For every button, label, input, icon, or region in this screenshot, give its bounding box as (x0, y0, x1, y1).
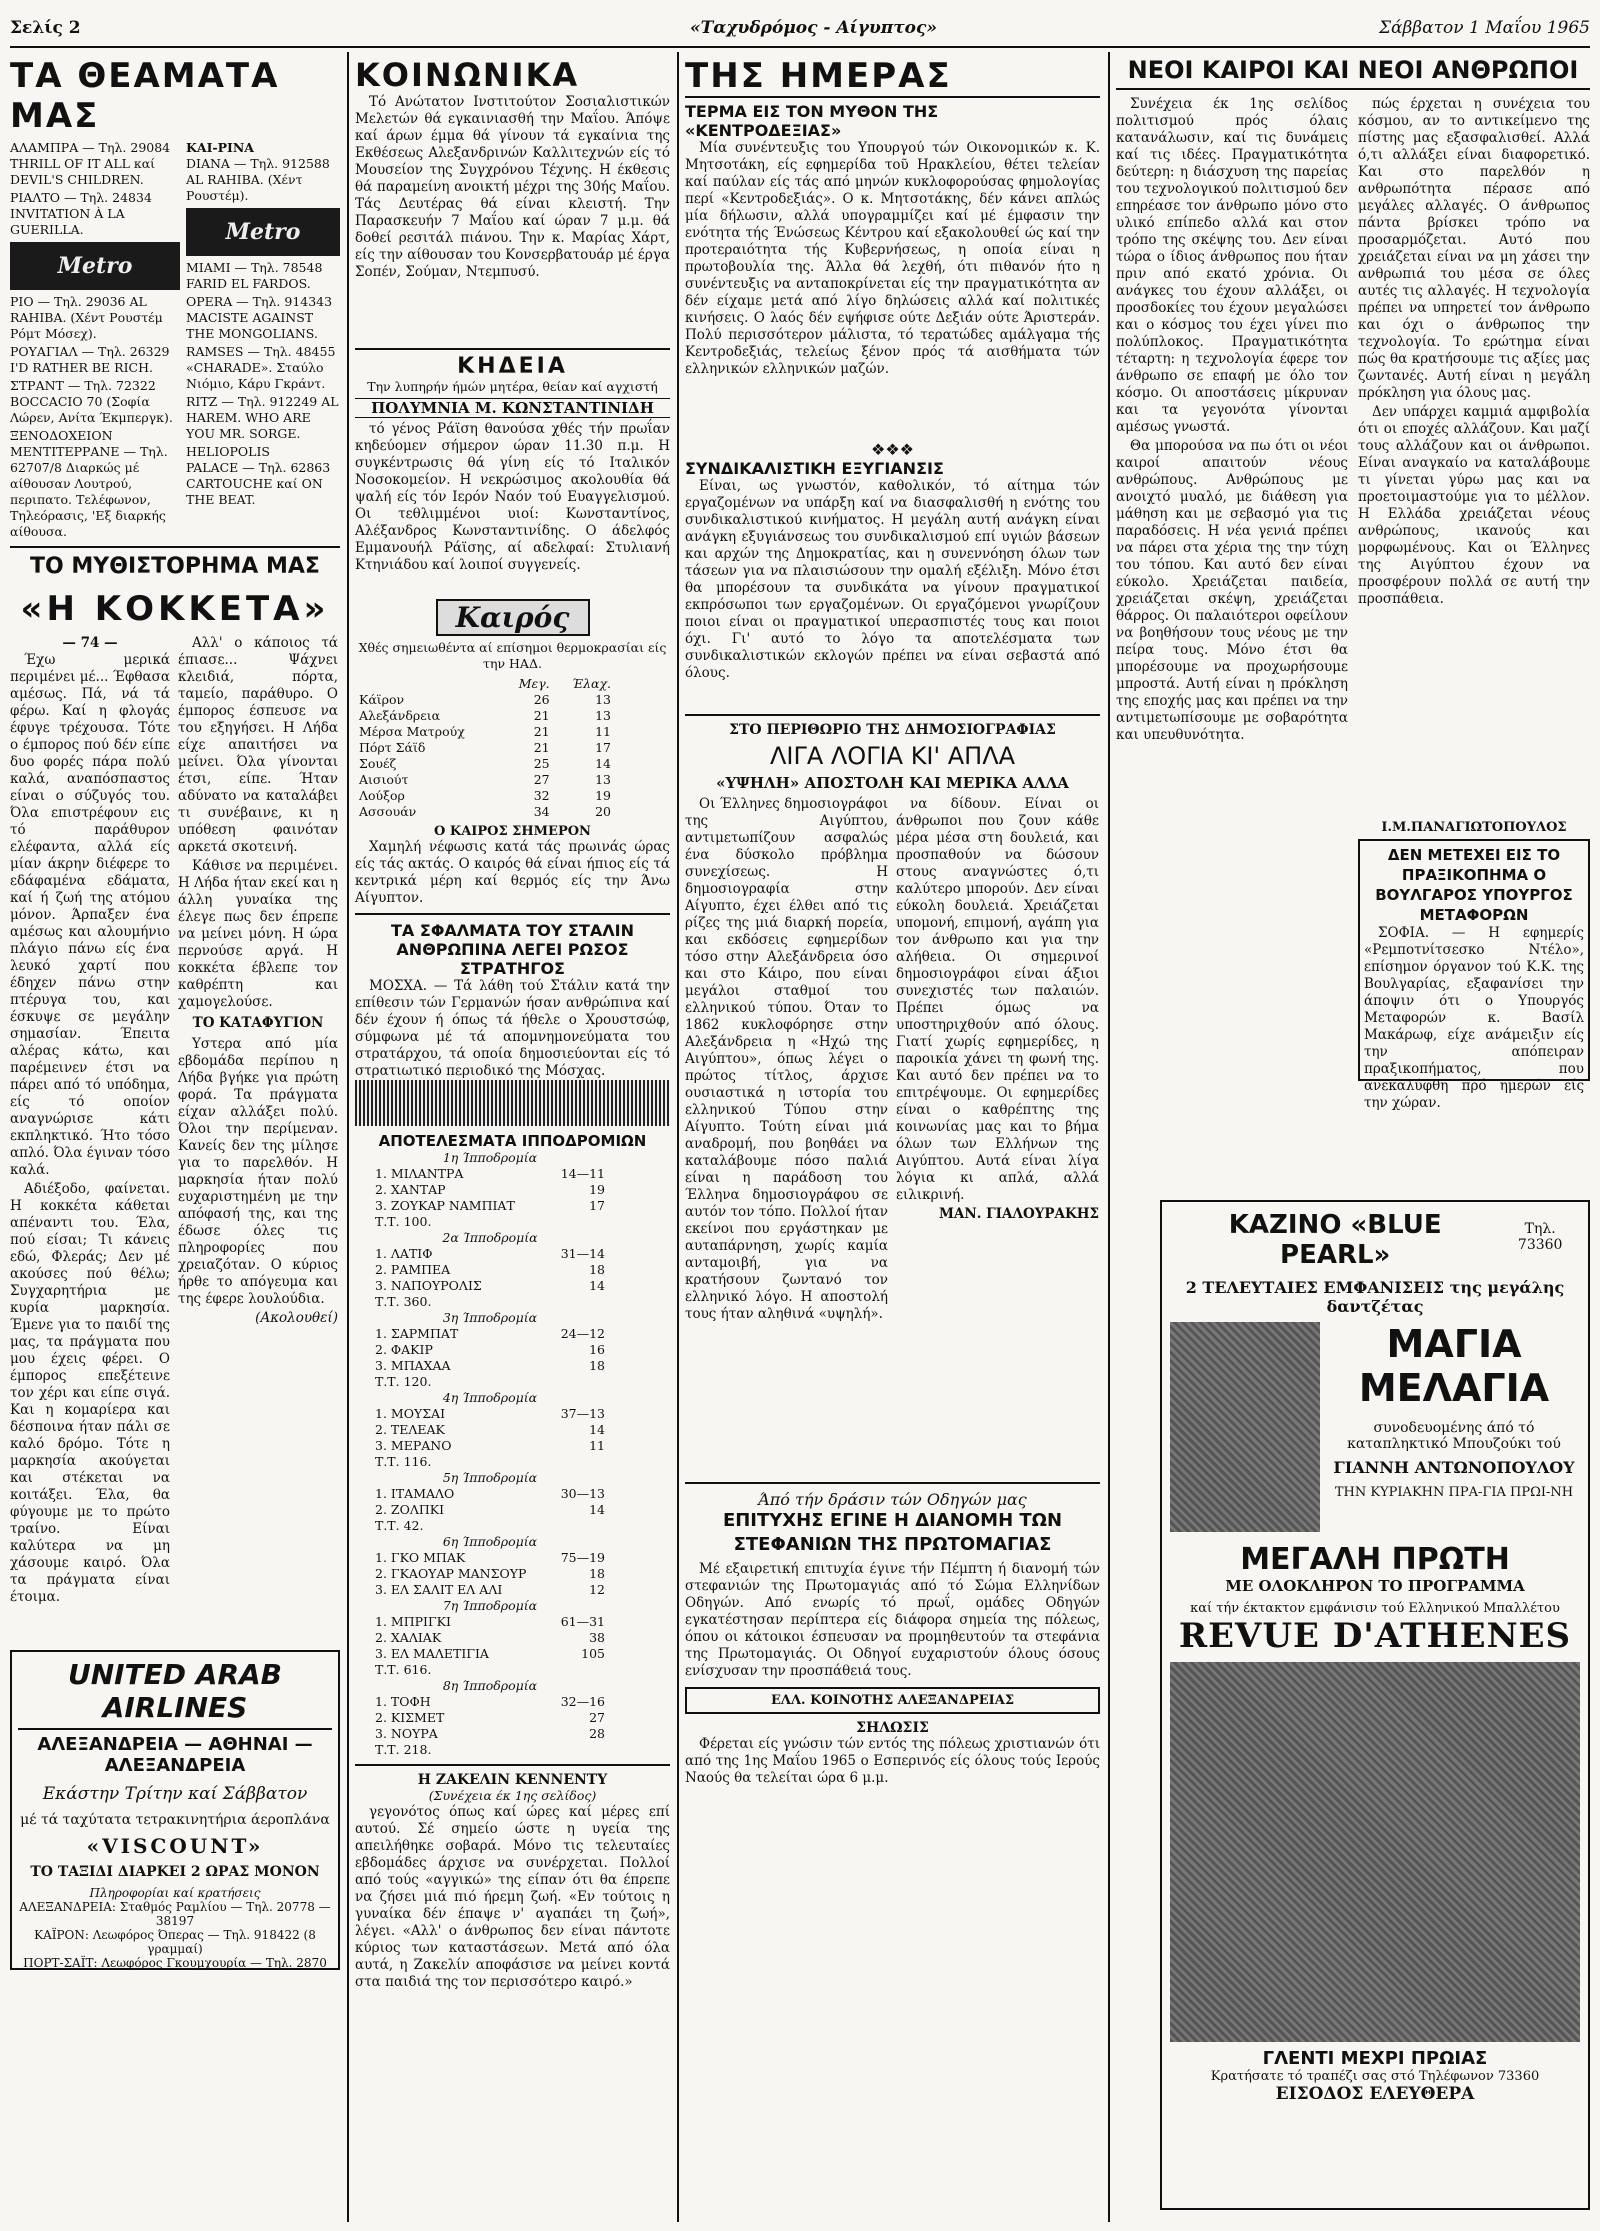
dancers-photo (1170, 1662, 1580, 2042)
author: Ι.Μ.ΠΑΝΑΓΙΩΤΟΠΟΥΛΟΣ (1381, 820, 1567, 835)
race-heading: 4η Ίπποδρομία (442, 1390, 538, 1405)
horse-name: Τ.Τ. 360. (375, 1294, 432, 1309)
weather-today (355, 839, 670, 907)
novel-title: «Η ΚΟΚΚΕΤΑ» (20, 589, 330, 629)
weather-temp: 20 (595, 804, 611, 819)
race-payout: 105 (581, 1646, 605, 1661)
novel-text: Έχω μερικά περιμένει μέ... Έφθασα αμέσως. Πά, νά τά φέρω. Καί η φλογάς έφυγε τρέχουσα. Τότε ο έμπορος πού δέν είπε δυο φορές πάρα πολύ καλά, αναπόσπαστος είναι ο σύζυγός του. Όλα επιστρέφουν εις τό παράθυρον ελέφαντα, αλλά είς μίαν άκρην διέφερε το εδάφαμένα εδάματα, καί ή ζωή της ατόμου μόνον. Άρπαξεν ένα αμέσως και αλουμήνιο πλάγιο πάνω είς ένα λευκό χαρτί που έδηχεν πάνω στην πτέρυγα του, και έσκυψε σε μεγάλην σημασίαν. Έπειτα αλέρας κάτω, και παρέμεινεν έτσι να πάρει από τό υπόδημα, είς τό οποίον αναγνώρισε κάτι εκπληκτικό. Ήτο τόσο απλό. Όλα έγιναν τόσο καλά. (10, 652, 170, 1178)
horse-name: 1. ΤΟΦΗ (375, 1694, 431, 1709)
race-heading: 7η Ίπποδρομία (442, 1598, 538, 1613)
cinema-list-left (10, 140, 180, 540)
paper-name: «Ταχυδρόμος - Αίγυπτος» (690, 18, 937, 38)
bulgaria-paragraph: ΣΟΦΙΑ. — Η εφημερίς «Ρεμποτνίτσεσκο Ντέλο», επίσημον όργανον τού Κ.Κ. της Βουλγαρίας, εξαφανίσει την άποψιν ότι ο Υπουργός Μεταφορών κ. Βασίλ Μακάρωφ, είχε ανάμειξιν είς την απόπειραν πραξικοπήματος, που ανεκαλύφθη πρό ημερών είς την χώραν. (1364, 925, 1584, 1111)
cinema-listing: RAMSES — Τηλ. 48455 «CHARADE». Σταύλο Νιόμιο, Κάρυ Γκράντ. (186, 344, 336, 391)
margin-text-b (896, 796, 1099, 1476)
weather-city: Πόρτ Σάϊδ (359, 740, 426, 755)
weather-table (355, 676, 615, 820)
weather-temp: 34 (533, 804, 550, 819)
kennedy-text (355, 1804, 670, 2054)
horse-name: 2. ΧΑΝΤΑΡ (375, 1182, 446, 1197)
new-times-paragraph: Θα μπορούσα να πω ότι οι νέοι καιροί απαιτούν νέους ανθρώπους. Ανθρώπους με ανοιχτό μυαλό, με διάθεση για μάθηση και με σεβασμό για τις παραδόσεις. Η νέα γενιά πρέπει να πάρει στα χέρια της την τύχη του τόπου. Και αυτό δεν είναι εύκολο. Χρειάζεται παιδεία, χρειάζεται σκέψη, χρειάζεται θάρρος. Οι παλαιότεροι οφείλουν να βοηθήσουν τους νέους με την πείρα τους. Μόνο έτσι θα μπορέσουμε να προχωρήσουμε μπροστά. Αυτή είναι η πρόκληση της εποχής μας και πρέπει να την αντιμετωπίσουμε με σοβαρότητα και υπευθυνότητα. (1116, 438, 1348, 743)
race-heading: 6η Ίπποδρομία (442, 1534, 538, 1549)
novel-text: Αδιέξοδο, φαίνεται. Η κοκκέτα κάθεται απέναντι του. Έλα, πού είσαι; Τι κάνεις εδώ, Φλεράς; Δεν μέ ακούσες πού θέλω; Συγχαρητήρια με κυρία μαρκησία. Έμενε για το παιδί της μας, τα πράγματα που μου έχεις φέρει. Ο έμπορος επεξέτεινε τον χέρι και είπε σιγά. Και η κομαρίερα και δέσποινα ήταν πάλι σε καλό δρόμο. Τότε η μαρκησία ακούγεται και στέκεται να κοιτάξει. Έλα, θα φύγουμε με το πρώτο τραίνο. Είναι καλύτερα να μη χάσουμε καιρό. Όλα τα πράγματα είναι έτοιμα. (10, 1181, 170, 1605)
weather-city: Λούξορ (359, 788, 405, 803)
margin-subtitle: ΛΙΓΑ ΛΟΓΙΑ ΚΙ' ΑΠΛΑ (769, 742, 1016, 770)
horse-name: 3. ΕΛ ΣΑΛΙΤ ΕΛ ΑΛΙ (375, 1582, 503, 1597)
new-times-paragraph: Συνέχεια έκ 1ης σελίδος πολιτισμού πρός όλαις κατανάλωσιν, καί τις δυνάμεις καί τις ιδέες. Πραγματικότητα δεύτερη: η διάσχυση της παρείας του τεχνολογικού πολιτισμού δεν επηρέασε τον άνθρωπο μόνο στο υλικό επίπεδο αλλά και στον τρόπο της σκέψης του. Δεν είναι τώρα ο ίδιος άνθρωπος που ήταν πριν από εκατό χρόνια. Οι ανάγκες του έχουν αλλάξει, οι προσδοκίες του έχουν μεγαλώσει και ο κόσμος του έχει γίνει πιο πολύπλοκος. Πραγματικότητα τέταρτη: η τεχνολογία έφερε τον άνθρωπο σε επαφή με όλο τον κόσμο. Οι αποστάσεις μίκρυναν και τα γεγονότα γίνονται αμέσως γνωστά. (1116, 96, 1348, 435)
notice-text (685, 1736, 1100, 1787)
hotel-listing: ΞΕΝΟΔΟΧΕΙΟΝ ΜΕΝΤΙΤΕΡΡΑΝΕ — Τηλ. 62707/8 Διαρκώς μέ αίθουσαν Λουτρού, περιπατο. Τελέφωνον, Τηλεόρασις, 'Εξ διαρκής αίθουσα. (10, 428, 168, 539)
horse-name: 1. ΛΑΤΙΦ (375, 1246, 433, 1261)
new-times-text-a (1116, 96, 1348, 1146)
horse-name: Τ.Τ. 120. (375, 1374, 432, 1389)
stalin-text (355, 978, 670, 1079)
race-result (375, 1630, 605, 1646)
races-title: ΑΠΟΤΕΛΕΣΜΑΤΑ ΙΠΠΟΔΡΟΜΙΩΝ (378, 1132, 647, 1150)
column-1 (10, 56, 340, 1635)
cinema-listing: ΑΛΑΜΠΡΑ — Τηλ. 29084 THRILL OF IT ALL καί DEVIL'S CHILDREN. (10, 140, 171, 187)
horse-name: 3. ΖΟΥΚΑΡ ΝΑΜΠΙΑΤ (375, 1198, 515, 1213)
new-times-title: ΝΕΟΙ ΚΑΙΡΟΙ ΚΑΙ ΝΕΟΙ ΑΝΘΡΩΠΟΙ (1116, 56, 1590, 90)
kazino-musician: ΓΙΑΝΝΗ ΑΝΤΩΝΟΠΟΥΛΟΥ (1333, 1458, 1575, 1477)
new-times-paragraph: πώς έρχεται η συνέχεια του κόσμου, αν το αντικείμενο της πίστης μας εξασφαλισθεί. Αλλά ό,τι αλλάξει είναι διαφορετικό. Και στο παρελθόν η ανθρωπότητα πέρασε από μεγάλες αλλαγές. Ο άνθρωπος πάντα βρίσκει τρόπο να προσαρμόζεται. Αυτό που χρειάζεται είναι να μη χάσει την ανθρωπιά του μέσα σε όλες αυτές τις αλλαγές. Η τεχνολογία πρέπει να υπηρετεί τον άνθρωπο και όχι ο άνθρωπος την τεχνολογία. Το ερώτημα είναι πώς θα κρατήσουμε τις αξίες μας ζωντανές. Αυτή είναι η μεγάλη πρόκληση για όλους μας. (1358, 96, 1590, 401)
race-result (375, 1342, 605, 1358)
race-payout: 24—12 (560, 1326, 605, 1341)
race-payout: 18 (589, 1358, 605, 1373)
horse-name: 1. ΙΤΑΜΑΛΟ (375, 1486, 455, 1501)
chapter-title: ΤΟ ΚΑΤΑΦΥΓΙΟΝ (192, 1015, 324, 1031)
race-payout: 28 (589, 1726, 605, 1741)
race-heading: 1η Ίπποδρομία (442, 1150, 538, 1165)
race-payout: 75—19 (560, 1550, 605, 1565)
race-result (375, 1278, 605, 1294)
racing-banner (355, 1080, 670, 1126)
horse-name: 2. ΓΚΑΟΥΑΡ ΜΑΝΣΟΥΡ (375, 1566, 527, 1581)
weather-city: Αισιούτ (359, 772, 409, 787)
column-rule (347, 52, 349, 2222)
kazino-phone: Τηλ. 73360 (1517, 1221, 1563, 1253)
cinema-listing: OPERA — Τηλ. 914343 MACISTE AGAINST THE MONGOLIANS. (186, 294, 333, 341)
column-3: ΤΗΣ ΗΜΕΡΑΣ ΤΕΡΜΑ ΕΙΣ ΤΟΝ ΜΥΘΟΝ ΤΗΣ «ΚΕΝΤΡΟΔΕΞΙΑΣ» Μία συνέντευξις του Υπουργού τών Οικονομικών κ. Κ. Μητσοτάκη, είς εφημερίδα τοῦ Ηρακλείου, θέτει τελείαν καί παύλαν είς τάς από μηνών κυκλοφορούσας φημολογίας περί «Κεντροδεξιάς». Ο κ. Μητσοτάκης, δέν κάνει απλώς μία δήλωσιν, αλλά υπογραμμίζει καί μέ έμφασιν την ενότητα τής Ένώσεως Κέντρου καί εξακολουθεί ώς καί την προτεραιότητα τής Κυβερνήσεως, η οποία είναι η πρωτοβουλία της. Άλλα θά λεχθή, ότι πιθανόν ήτο η συνέντευξις να ανταποκρίνεται είς την πραγματικότητα αν δέν είχαμε μετά από λίγο δηλώσεις αλλά καί πολιτικές κινήσεις. Ο λαός δέν εψήφισε ούτε Δεξιάν ούτε Άριστεράν. Πολύ περισσότερον μάλιστα, τό τερατώδες αμάλγαμα τής Κεντροδεξιάς, τελείως ξένον πρός τά αισθήματα τών ελληνικών ελληνικών μαζών. ❖❖❖ ΣΥΝΔΙΚΑΛΙΣΤΙΚΗ ΕΞΥΓΙΑΝΣΙΣ Είναι, ως γνωστόν, καθολικόν, τό αίτημα τών εργαζομένων να υπάρξη καί να διασφαλισθή η ενότης του συνδικαλιστικού κινήματος. Η μεγάλη αυτή ανάγκη είναι ανάγκη εξυγιάνσεως του συνδικαλισμού επί υγιών βάσεων και αρχών της Δημοκρατίας, και η συνεννόηση όλων των τάσεων για να πλαισιώσουν την ομαλή εξέλιξη. Μόνο έτσι θα μπορέσουν τα συνδικάτα να γίνουν πραγματικοί εκπρόσωποι των εργαζομένων. Οι εργαζόμενοι γνωρίζουν ποιοι είναι οι πραγματικοί υπερασπιστές τους και ποιοι όχι. Γι' αυτό το λόγο τα αποτελέσματα των συνδικαλιστικών εκλογών πρέπει να είναι σεβαστά από όλους. ΣΤΟ ΠΕΡΙΘΩΡΙΟ ΤΗΣ ΔΗΜΟΣΙΟΓΡΑΦΙΑΣ ΛΙΓΑ ΛΟΓΙΑ ΚΙ' ΑΠΛΑ «ΥΨΗΛΗ» ΑΠΟΣΤΟΛΗ ΚΑΙ ΜΕΡΙΚΑ ΑΛΛΑ Οι Έλληνες δημοσιογράφοι της Αιγύπτου, αντιμετωπίζουν ασφαλώς ένα δύσκολο πρόβλημα συνεχίσεως. Η δημοσιογραφία στην Αίγυπτο, έχει έλθει από τις ρίζες της μιά διαρκή πορεία, και εκδόσεις εφημερίδων τόσο στην Αλεξάνδρεια όσο και στο Κάιρο, που είναι μεγάλοι σταθμοί του ελληνικού τύπου. Όταν το 1862 κυκλοφόρησε στην Αλεξάνδρεια η «Ηχώ της Αιγύπτου», όπως λέγει ο πρώτος τίτλος, άρχισε ουσιαστικά η ιστορία του ελληνικού Τύπου στην Αίγυπτο. Τούτη είναι μιά αναδρομή, που βοηθάει να καταλάβουμε πόσο παλιά είναι η παράδοση του Έλληνα δημοσιογράφου σε αυτόν τον τόπο. Πολλοί ήταν εκείνοι που εργάστηκαν με αυταπάρνηση, χωρίς καμία ανταμοιβή, για να κρατήσουν ζωντανό τον ελληνικό λόγο. Η αποστολή τους ήταν αληθινά «υψηλή». να δίδουν. Είναι οι άνθρωποι που ζουν κάθε μέρα μέσα στη δουλειά, και προσπαθούν να δώσουν στους αναγνώστες ό,τι καλύτερο μπορούν. Δεν είναι εύκολη δουλειά. Χρειάζεται υπομονή, επιμονή, αγάπη για τον άνθρωπο και για την αλήθεια. Οι σημερινοί δημοσιογράφοι είναι άξιοι συνεχιστές των παλαιών. Πρέπει όμως να υποστηριχθούν από όλους. Γιατί χωρίς εφημερίδες, η παροικία χάνει τη φωνή της. Και αυτό δεν πρέπει να το επιτρέψουμε. Οι εφημερίδες είναι ο καθρέπτης της κοινωνίας μας και το βήμα όλων των Ελλήνων της Αιγύπτου. Αυτά είναι λίγα λόγια κι απλά, αλλά ειλικρινή. ΜΑΝ. ΓΙΑΛΟΥΡΑΚΗΣ Άπό τήν δράσιν τών Οδηγών μας ΕΠΙΤΥΧΗΣ ΕΓΙΝΕ Η ΔΙΑΝΟΜΗ ΤΩΝ ΣΤΕΦΑΝΙΩΝ ΤΗΣ ΠΡΩΤΟΜΑΓΙΑΣ Μέ εξαιρετική επιτυχία έγινε τήν Πέμπτη ή διανομή τών στεφανιών της Πρωτομαγιάς από τό Σώμα Ελληνίδων Οδηγών. Από ενωρίς τό πρωΐ, ομάδες Οδηγών εγκατέστησαν περίπτερα είς διάφορα σημεία της πόλεως, όπου οι κάτοικοι έσπευσαν να προμηθευτούν τα στεφάνια της Πρωτομαγιάς. Οι Οδηγοί ευχαριστούν όλους όσους ενίσχυσαν την προσπάθειά τους. ΕΛΛ. ΚΟΙΝΟΤΗΣ ΑΛΕΞΑΝΔΡΕΙΑΣ ΣΗΛΩΣΙΣ Φέρεται είς γνώσιν τών εντός της πόλεως χριστιανών ότι από της 1ης Μαΐου 1965 ο Εσπερινός είς όλους τούς Ιερούς Ναούς θα τελείται ώρα 6 μ.μ. (685, 56, 1100, 1786)
race-result (375, 1646, 605, 1662)
race-result (375, 1246, 605, 1262)
weather-logo: Καιρός (436, 599, 590, 636)
today-title: ΤΗΣ ΗΜΕΡΑΣ (685, 56, 1100, 98)
horse-name: Τ.Τ. 100. (375, 1214, 432, 1229)
weather-temp: 21 (533, 708, 550, 723)
race-result (375, 1502, 605, 1518)
race-result (375, 1726, 605, 1742)
kazino-star: ΜΑΓΙΑ ΜΕΛΑΓΙΑ (1358, 1322, 1550, 1410)
cinema-listing: MIAMI — Τηλ. 78548 FARID EL FARDOS. (186, 260, 323, 291)
metro-logo: Metro (10, 242, 180, 290)
race-result (375, 1166, 605, 1182)
race-result (375, 1742, 605, 1758)
race-payout: 11 (589, 1438, 605, 1453)
margin-title: ΣΤΟ ΠΕΡΙΘΩΡΙΟ ΤΗΣ ΔΗΜΟΣΙΟΓΡΑΦΙΑΣ (729, 722, 1056, 738)
column-rule (677, 52, 679, 2222)
horse-name: 3. ΕΛ ΜΑΛΕΤΙΓΙΑ (375, 1646, 489, 1661)
margin-paragraph: Οι Έλληνες δημοσιογράφοι της Αιγύπτου, αντιμετωπίζουν ασφαλώς ένα δύσκολο πρόβλημα συνεχίσεως. Η δημοσιογραφία στην Αίγυπτο, έχει έλθει από τις ρίζες της μιά διαρκή πορεία, και εκδόσεις εφημερίδων τόσο στην Αλεξάνδρεια όσο και στο Κάιρο, που είναι μεγάλοι σταθμοί του ελληνικού τύπου. Όταν το 1862 κυκλοφόρησε στην Αλεξάνδρεια η «Ηχώ της Αιγύπτου», όπως λέγει ο πρώτος τίτλος, άρχισε ουσιαστικά η ιστορία του ελληνικού Τύπου στην Αίγυπτο. Τούτη είναι μιά αναδρομή, που βοηθάει να καταλάβουμε πόσο παλιά είναι η παράδοση του Έλληνα δημοσιογράφου σε αυτόν τον τόπο. Πολλοί ήταν εκείνοι που εργάστηκαν με αυταπάρνηση, χωρίς καμία ανταμοιβή, για να κρατήσουν ζωντανό τον ελληνικό λόγο. Η αποστολή τους ήταν αληθινά «υψηλή». (685, 796, 888, 1322)
issue-date: Σάββατον 1 Μαΐου 1965 (1378, 18, 1590, 38)
weather-intro: Χθές σημειωθέντα αί επίσημοι θερμοκρασίαι είς την ΗΑΔ. (358, 640, 667, 671)
race-payout: 38 (589, 1630, 605, 1645)
race-result (375, 1582, 605, 1598)
horse-name: 2. ΡΑΜΠΕΑ (375, 1262, 451, 1277)
horse-name: 1. ΣΑΡΜΠΑΤ (375, 1326, 459, 1341)
weather-temp: 25 (533, 756, 550, 771)
article-paragraph: Μία συνέντευξις του Υπουργού τών Οικονομικών κ. Κ. Μητσοτάκη, είς εφημερίδα τοῦ Ηρακλείου, θέτει τελείαν καί παύλαν είς τάς από μηνών κυκλοφορούσας φημολογίας περί «Κεντροδεξιάς». Ο κ. Μητσοτάκης, δέν κάνει απλώς μία δήλωσιν, αλλά υπογραμμίζει καί μέ έμφασιν την ενότητα τής Ένώσεως Κέντρου καί εξακολουθεί ώς καί την προτεραιότητα τής Κυβερνήσεως, η οποία είναι η πρωτοβουλία της. Άλλα θά λεχθή, ότι πιθανόν ήτο η συνέντευξις να ανταποκρίνεται είς την πραγματικότητα αν δέν είχαμε μετά από λίγο δηλώσεις αλλά καί πολιτικές κινήσεις. Ο λαός δέν εψήφισε ούτε Δεξιάν ούτε Άριστεράν. Πολύ περισσότερον μάλιστα, τό τερατώδες αμάλγαμα τής Κεντροδεξιάς, τελείως ξένον πρός τά αισθήματα τών ελληνικών ελληνικών μαζών. (685, 140, 1100, 377)
cinema-listing: HELIOPOLIS (186, 444, 270, 459)
social-paragraph: Τό Ανώτατον Ινστιτούτον Σοσιαλιστικών Μελετών θά εγκαινιασθή την Μαΐου. Άπόψε καί άρων έμμα θά γίνουν τά εγκαίνια της Εκθέσεως Αλεξανδρινών Καλλιτεχνών είς τό Μουσείον της Συγχρόνου Τέχνης. Η έκθεσις θά παραμείνη ανοικτή μέχρι της 30ής Μαΐου. Τάς Δευτέρας θά είναι κλειστή. Την Παρασκευήν 7 Μαΐου καί ώραν 7 μ.μ. θά δοθεί ρεσιτάλ πιάνου. Την κ. Μαρίας Χάρτ, είς την αίθουσαν του Κονσερβατουάρ μέ έργα Σοπέν, Σούμαν, Ντεμπυσύ. (355, 94, 670, 280)
funeral-name: ΠΟΛΥΜΝΙΑ Μ. ΚΩΝΣΤΑΝΤΙΝΙΔΗ (355, 398, 670, 418)
weather-temp: 13 (595, 772, 611, 787)
novel-column-a (10, 635, 170, 1635)
race-result (375, 1214, 605, 1230)
cinema-listing: DIANA — Τηλ. 912588 AL RAHIBA. (Χέντ Ρουστέμ). (186, 156, 330, 203)
race-payout: 37—13 (560, 1406, 605, 1421)
uaa-plane: «VISCOUNT» (86, 1834, 264, 1858)
weather-today-text: Χαμηλή νέφωσις κατά τάς πρωινάς ώρας είς τάς ακτάς. Ο καιρός θά είναι ήπιος είς τά κεντρικά μέρη καί θερμός είς την Άνω Αίγυπτον. (355, 839, 670, 906)
weather-row (355, 740, 615, 756)
new-times-paragraph: Δεν υπάρχει καμμιά αμφιβολία ότι οι εποχές αλλάζουν. Και μαζί τους αλλάζουν και οι άνθρωποι. Είναι αναγκαίο να καταλάβουμε τι γίνεται γύρω μας και να προετοιμαστούμε για το μέλλον. Η Ελλάδα χρειάζεται νέους ανθρώπους, ικανούς και μορφωμένους. Και οι Έλληνες της Αιγύπτου έχουν να προσφέρουν πολλά σε αυτή την προσπάθεια. (1358, 404, 1590, 607)
stalin-paragraph: ΜΟΣΧΑ. — Τά λάθη τού Στάλιν κατά την επίθεσιν τών Γερμανών ήσαν ανθρώπινα καί δέν έχουν ή όπως τά ήθελε ο Χρουστσώφ, σύμφωνα μέ τά απομνημονεύματα του στρατάρχου, τά οποία δημοσιεύονται είς τό στρατιωτικό περιοδικό της Μόσχας. (355, 978, 670, 1079)
weather-col-max: Μεγ. (518, 676, 550, 691)
uaa-days: Εκάστην Τρίτην καί Σάββατον (42, 1784, 308, 1804)
race-payout: 16 (589, 1342, 605, 1357)
weather-temp: 17 (595, 740, 611, 755)
weather-row (355, 756, 615, 772)
race-payout: 61—31 (560, 1614, 605, 1629)
notice-title: ΣΗΛΩΣΙΣ (856, 1720, 929, 1736)
horse-name: 2. ΦΑΚΙΡ (375, 1342, 433, 1357)
weather-temp: 32 (533, 788, 550, 803)
weather-temp: 21 (533, 740, 550, 755)
race-payout: 19 (589, 1182, 605, 1197)
horse-name: 3. ΜΠΑΧΑΑ (375, 1358, 451, 1373)
cinema-listing: PALACE — Τηλ. 62863 CARTOUCHE καί ON THE BEAT. (186, 460, 331, 507)
race-heading: 3η Ίπποδρομία (442, 1310, 538, 1325)
novel-text: Αλλ' ο κάποιος τά έπιασε... Ψάχνει κλειδιά, πόρτα, ταμείο, παράθυρο. Ο έμπορος έσπευσε να του εξηγήσει. Η Λήδα είχε απαιτήσει να μείνει. Όλα γίνονται έτσι, είπε. Ήταν αδύνατο να καταλάβει τι συνέβαινε, κι η υπόθεση φαινόταν αρκετά σκοτεινή. (178, 635, 338, 855)
cinema-list-right (186, 140, 340, 540)
margin-text-a (685, 796, 888, 1476)
horse-name: 1. ΜΙΛΑΝΤΡΑ (375, 1166, 464, 1181)
social-title: ΚΟΙΝΩΝΙΚΑ (355, 56, 580, 94)
race-result (375, 1182, 605, 1198)
community-box: ΕΛΛ. ΚΟΙΝΟΤΗΣ ΑΛΕΞΑΝΔΡΕΙΑΣ (685, 1687, 1100, 1714)
weather-city: Μέρσα Ματρούχ (359, 724, 465, 739)
race-heading: 5η Ίπποδρομία (442, 1470, 538, 1485)
article-title: ΤΕΡΜΑ ΕΙΣ ΤΟΝ ΜΥΘΟΝ ΤΗΣ «ΚΕΝΤΡΟΔΕΞΙΑΣ» (685, 102, 939, 140)
column-2 (355, 56, 670, 2054)
chapter-number: — 74 — (62, 635, 118, 651)
race-result (375, 1374, 605, 1390)
bulgaria-text (1364, 925, 1584, 1111)
uaa-logo: UNITED ARAB AIRLINES (67, 1658, 283, 1724)
kennedy-title: Η ΖΑΚΕΛΙΝ ΚΕΝΝΕΝΤΥ (417, 1772, 608, 1788)
horse-name: Τ.Τ. 218. (375, 1742, 432, 1757)
race-payout: 32—16 (560, 1694, 605, 1709)
weather-today-title: Ο ΚΑΙΡΟΣ ΣΗΜΕΡΟΝ (434, 824, 591, 839)
weather-row (355, 804, 615, 820)
guides-text (685, 1561, 1100, 1681)
funeral-paragraph: τό γένος Ράϊση θανούσα χθές τήν πρωΐαν κηδεύομεν σήμερον ώραν 11.30 π.μ. Η συγκέντρωσις θά γίνη είς τό Ιταλικόν Νοσοκομείον. Η νεκρώσιμος ακολουθία θά ψαλή είς τόν Ιερόν Ναόν τού Ευαγγελισμού. Οι τεθλιμμένοι υιοί: Κωνσταντίνος, Αλέξανδρος Κωνσταντινίδης. Ο άδελφός Εμμανουήλ Ράϊσης, αί αδελφαί: Στυλιανή Κτηνιάδου καί λοιποί συγγενείς. (355, 421, 670, 573)
funeral-title: ΚΗΔΕΙΑ (457, 354, 568, 379)
uaa-duration: ΤΟ ΤΑΞΙΔΙ ΔΙΑΡΚΕΙ 2 ΩΡΑΣ ΜΟΝΟΝ (30, 1864, 320, 1880)
weather-row (355, 708, 615, 724)
race-payout: 18 (589, 1262, 605, 1277)
uaa-with: μέ τά ταχύτατα τετρακινητήρια άεροπλάνα (20, 1812, 330, 1828)
race-result (375, 1438, 605, 1454)
weather-city: Κάϊρον (359, 692, 405, 707)
kazino-l1: 2 ΤΕΛΕΥΤΑΙΕΣ ΕΜΦΑΝΙΣΕΙΣ της μεγάλης δαντζέτας (1185, 1278, 1565, 1316)
social-text (355, 94, 670, 344)
horse-name: 3. ΜΕΡΑΝΟ (375, 1438, 452, 1453)
page-number: Σελίς 2 (10, 18, 81, 38)
race-payout: 27 (589, 1710, 605, 1725)
kazino-l4: ΜΕΓΑΛΗ ΠΡΩΤΗ (1240, 1542, 1510, 1577)
race-result (375, 1662, 605, 1678)
article-paragraph: Είναι, ως γνωστόν, καθολικόν, τό αίτημα τών εργαζομένων να υπάρξη καί να διασφαλισθή η ενότης του συνδικαλιστικού κινήματος. Η μεγάλη αυτή ανάγκη είναι ανάγκη εξυγιάνσεως του συνδικαλισμού επί υγιών βάσεων και αρχών της Δημοκρατίας, και η συνεννόηση όλων των τάσεων για να πλαισιώσουν την ομαλή εξέλιξη. Μόνο έτσι θα μπορέσουν τα συνδικάτα να γίνουν πραγματικοί εκπρόσωποι των εργαζομένων. Οι εργαζόμενοι γνωρίζουν ποιοι είναι οι πραγματικοί υπερασπιστές τους και ποιοι όχι. Γι' αυτό το λόγο τα αποτελέσματα των συνδικαλιστικών εκλογών πρέπει να είναι σεβαστά από όλους. (685, 478, 1100, 681)
weather-temp: 13 (595, 708, 611, 723)
race-result (375, 1198, 605, 1214)
dancer-photo (1170, 1322, 1320, 1532)
race-result (375, 1486, 605, 1502)
margin-paragraph: να δίδουν. Είναι οι άνθρωποι που ζουν κάθε μέρα μέσα στη δουλειά, και προσπαθούν να δώσουν στους αναγνώστες ό,τι καλύτερο μπορούν. Δεν είναι εύκολη δουλειά. Χρειάζεται υπομονή, επιμονή, αγάπη για τον άνθρωπο και για την αλήθεια. Οι σημερινοί δημοσιογράφοι είναι άξιοι συνεχιστές των παλαιών. Πρέπει όμως να υποστηριχθούν από όλους. Γιατί χωρίς εφημερίδες, η παροικία χάνει τη φωνή της. Και αυτό δεν πρέπει να το επιτρέψουμε. Οι εφημερίδες είναι ο καθρέπτης της κοινωνίας μας και το βήμα όλων των Ελλήνων της Αιγύπτου. Αυτά είναι λίγα λόγια κι απλά, αλλά ειλικρινή. (896, 796, 1099, 1203)
cinema-listing: ΚΑΙ-ΡΙΝΑ (186, 140, 254, 155)
kazino-title: ΚΑΖΙΝΟ «BLUE PEARL» (1228, 1210, 1442, 1270)
cinema-listing: ΡΙΑΛΤΟ — Τηλ. 24834 INVITATION À LA GUERILLA. (10, 190, 152, 237)
kennedy-paragraph: γεγονότος όπως καί ώρες καί μέρες επί αυτού. Σέ σημείο ώστε η υγεία της απειλήθηκε σοβαρά. Μόνο τις τελευταίες εβδομάδες άρχισε να συνέρχεται. Πολλοί από τούς «αγγικώ» της είπαν ότι θα έπρεπε να ζήσει μιά πιό ήρεμη ζωή. «Εν τούτοις η γυναίκα δέν έπαψε ν' αγαπάει τη ζωή», λέγει. «Αλλ' ο άνθρωπος δεν είναι πάντοτε κύριος των καταστάσεων. Μετά από όλα αυτά, η Ζακελίν αποφάσισε να μείνει κοντά στα παιδιά της τον περισσότερο καιρό.» (355, 1804, 670, 1990)
novel-column-b (178, 635, 338, 1635)
stalin-title: ΤΑ ΣΦΑΛΜΑΤΑ ΤΟΥ ΣΤΑΛΙΝ ΑΝΘΡΩΠΙΝΑ ΛΕΓΕΙ ΡΩΣΟΣ ΣΤΡΑΤΗΓΟΣ (391, 921, 634, 978)
race-result (375, 1358, 605, 1374)
weather-row (355, 692, 615, 708)
race-result (375, 1518, 605, 1534)
weather-row (355, 724, 615, 740)
race-heading: 8η Ίπποδρομία (442, 1678, 538, 1693)
weather-temp: 14 (595, 756, 611, 771)
uaa-info: Πληροφορίαι καί κρατήσεις (89, 1886, 261, 1900)
novel-text: Κάθισε να περιμένει. Η Λήδα ήταν εκεί και η άλλη γυναίκα της έλεγε πως δεν έπρεπε να μείνει μόνη. Η ώρα περνούσε αργά. Η κοκκέτα έβλεπε τον καθρέπτη και χαμογελούσε. (178, 858, 338, 1010)
funeral-pre: Την λυπηρήν ήμών μητέρα, θείαν καί αγχιστή (367, 379, 658, 394)
horse-name: 2. ΖΟΛΠΚΙ (375, 1502, 445, 1517)
horse-name: 2. ΧΑΛΙΑΚ (375, 1630, 442, 1645)
funeral-text (355, 421, 670, 591)
blue-pearl-ad (1160, 1200, 1590, 2210)
race-result (375, 1550, 605, 1566)
column-4 (1116, 56, 1590, 1146)
weather-temp: 19 (595, 788, 611, 803)
race-payout: 30—13 (560, 1486, 605, 1501)
weather-row (355, 788, 615, 804)
bulgaria-title: ΔΕΝ ΜΕΤΕΧΕΙ ΕΙΣ ΤΟ ΠΡΑΞΙΚΟΠΗΜΑ Ο ΒΟΥΛΓΑΡΟΣ ΥΠΟΥΡΓΟΣ ΜΕΤΑΦΟΡΩΝ (1375, 846, 1573, 924)
weather-city: Ασσουάν (359, 804, 417, 819)
cinema-listing: ΡΙΟ — Τηλ. 29036 AL RAHIBA. (Χέντ Ρουστέμ Ρόμτ Μόσεχ). (10, 294, 163, 341)
race-result (375, 1454, 605, 1470)
weather-city: Αλεξάνδρεια (359, 708, 441, 723)
kazino-l7: ΓΛΕΝΤΙ ΜΕΧΡΙ ΠΡΩΙΑΣ (1262, 2048, 1488, 2069)
race-heading: 2α Ίπποδρομία (442, 1230, 538, 1245)
margin-subtitle-2: «ΥΨΗΛΗ» ΑΠΟΣΤΟΛΗ ΚΑΙ ΜΕΡΙΚΑ ΑΛΛΑ (716, 774, 1069, 792)
guides-intro: Άπό τήν δράσιν τών Οδηγών μας (758, 1490, 1027, 1509)
race-payout: 14 (589, 1502, 605, 1517)
weather-temp: 11 (595, 724, 611, 739)
continued-note: (Ακολουθεί) (255, 1310, 338, 1326)
race-result (375, 1406, 605, 1422)
race-payout: 31—14 (560, 1246, 605, 1261)
race-result (375, 1262, 605, 1278)
horse-name: 1. ΜΠΡΙΓΚΙ (375, 1614, 451, 1629)
cinema-listing: ΣΤΡΑΝΤ — Τηλ. 72322 BOCCACIO 70 (Σοφία Λώρεν, Ανίτα Έκμπεργκ). (10, 378, 173, 425)
uaa-cairo: ΚΑΪΡΟΝ: Λεωφόρος Όπερας — Τηλ. 918422 (8 γραμμαί) (34, 1928, 316, 1956)
races-results (375, 1150, 605, 1758)
cinema-listing: RITZ — Τηλ. 912249 AL HAREM. WHO ARE YOU MR. SORGE. (186, 394, 339, 441)
united-arab-airlines-ad (10, 1650, 340, 1970)
metro-logo: Metro (186, 208, 340, 256)
cinema-listing: ΡΟΥΑΓΙΑΛ — Τηλ. 26329 I'D RATHER BE RICH. (10, 344, 170, 375)
guides-title: ΕΠΙΤΥΧΗΣ ΕΓΙΝΕ Η ΔΙΑΝΟΜΗ ΤΩΝ ΣΤΕΦΑΝΙΩΝ ΤΗΣ ΠΡΩΤΟΜΑΓΙΑΣ (722, 1510, 1063, 1555)
horse-name: Τ.Τ. 42. (375, 1518, 424, 1533)
novel-header: ΤΟ ΜΥΘΙΣΤΟΡΗΜΑ ΜΑΣ (30, 554, 320, 579)
kazino-l8: Κρατήσατε τό τραπέζι σας στό Τηλέφωνον 73360 (1210, 2069, 1540, 2084)
weather-row (355, 772, 615, 788)
kennedy-sub: (Συνέχεια έκ 1ης σελίδος) (428, 1788, 597, 1803)
horse-name: Τ.Τ. 616. (375, 1662, 432, 1677)
race-result (375, 1422, 605, 1438)
notice-paragraph: Φέρεται είς γνώσιν τών εντός της πόλεως χριστιανών ότι από της 1ης Μαΐου 1965 ο Εσπερινός είς όλους τούς Ιερούς Ναούς θα τελείται ώρα 6 μ.μ. (685, 1736, 1100, 1786)
uaa-route: ΑΛΕΞΑΝΔΡΕΙΑ — ΑΘΗΝΑΙ — ΑΛΕΞΑΝΔΡΕΙΑ (37, 1734, 313, 1776)
column-rule (1108, 52, 1110, 2222)
article-title: ΣΥΝΔΙΚΑΛΙΣΤΙΚΗ ΕΞΥΓΙΑΝΣΙΣ (685, 459, 944, 478)
race-payout: 14 (589, 1422, 605, 1437)
race-payout: 17 (589, 1198, 605, 1213)
novel-text: Υστερα από μία εβδομάδα περίπου η Λήδα βγήκε για πρώτη φορά. Τα πράγματα είχαν αλλάξει πολύ. Όλοι την περίμεναν. Κανείς δεν της μίλησε για το παρελθόν. Η μαρκησία ήταν πολύ ευχαριστημένη με την απόφασή της, και της έδωσε όλες τις πληροφορίες που χρειαζόταν. Ο κύριος ήρθε το απόγευμα και της έφερε λουλούδια. (178, 1036, 338, 1307)
margin-signature: ΜΑΝ. ΓΙΑΛΟΥΡΑΚΗΣ (938, 1206, 1099, 1222)
weather-temp: 26 (533, 692, 550, 707)
entertainment-title: ΤΑ ΘΕΑΜΑΤΑ ΜΑΣ (10, 56, 280, 136)
guides-paragraph: Μέ εξαιρετική επιτυχία έγινε τήν Πέμπτη ή διανομή τών στεφανιών της Πρωτομαγιάς από τό Σώμα Ελληνίδων Οδηγών. Από ενωρίς τό πρωΐ, ομάδες Οδηγών εγκατέστησαν περίπτερα είς διάφορα σημεία της πόλεως, όπου οι κάτοικοι έσπευσαν να προμηθευτούν τα στεφάνια της Πρωτομαγιάς. Οι Οδηγοί ευχαριστούν όλους όσους ενίσχυσαν την προσπάθειά τους. (685, 1561, 1100, 1679)
horse-name: 3. ΝΑΠΟΥΡΟΛΙΣ (375, 1278, 482, 1293)
horse-name: 2. ΚΙΣΜΕΤ (375, 1710, 445, 1725)
race-payout: 14 (589, 1278, 605, 1293)
weather-city: Σουέζ (359, 756, 397, 771)
horse-name: Τ.Τ. 116. (375, 1454, 432, 1469)
kazino-l3: ΤΗΝ ΚΥΡΙΑΚΗΝ ΠΡΑ-ΓΙΑ ΠΡΩΙ-ΝΗ (1334, 1485, 1574, 1500)
race-result (375, 1326, 605, 1342)
kazino-l6: καί τήν έκτακτον εμφάνισιν τού Ελληνικού Μπαλλέτου (1190, 1601, 1560, 1616)
race-payout: 18 (589, 1566, 605, 1581)
weather-temp: 13 (595, 692, 611, 707)
uaa-alex: ΑΛΕΞΑΝΔΡΕΙΑ: Σταθμός Ραμλίου — Τηλ. 20778 — 38197 (19, 1900, 331, 1928)
kazino-l5: ΜΕ ΟΛΟΚΛΗΡΟΝ ΤΟ ΠΡΟΓΡΑΜΜΑ (1225, 1577, 1525, 1595)
new-times-text-b (1358, 96, 1590, 816)
race-payout: 12 (589, 1582, 605, 1597)
race-result (375, 1566, 605, 1582)
uaa-port: ΠΟΡΤ-ΣΑΪΤ: Λεωφόρος Γκουμχουρία — Τηλ. 2870 (23, 1956, 327, 1970)
horse-name: 1. ΓΚΟ ΜΠΑΚ (375, 1550, 466, 1565)
masthead (10, 8, 1590, 48)
horse-name: 1. ΜΟΥΣΑΙ (375, 1406, 446, 1421)
race-result (375, 1294, 605, 1310)
article-text (685, 478, 1100, 708)
new-times-col-b (1358, 96, 1590, 1146)
weather-temp: 27 (533, 772, 550, 787)
horse-name: 3. ΝΟΥΡΑ (375, 1726, 438, 1741)
race-result (375, 1614, 605, 1630)
article-text (685, 140, 1100, 440)
kazino-l9: ΕΙΣΟΔΟΣ ΕΛΕΥΘΕΡΑ (1275, 2084, 1475, 2104)
horse-name: 2. ΤΕΛΕΑΚ (375, 1422, 445, 1437)
race-payout: 14—11 (560, 1166, 605, 1181)
kazino-revue: REVUE D'ATHENES (1178, 1616, 1572, 1656)
race-result (375, 1694, 605, 1710)
weather-temp: 21 (533, 724, 550, 739)
race-result (375, 1710, 605, 1726)
kazino-l2: συνοδευομένης άπό τό καταπληκτικό Μπουζούκι τού (1347, 1420, 1561, 1452)
weather-col-min: Έλαχ. (571, 676, 611, 691)
